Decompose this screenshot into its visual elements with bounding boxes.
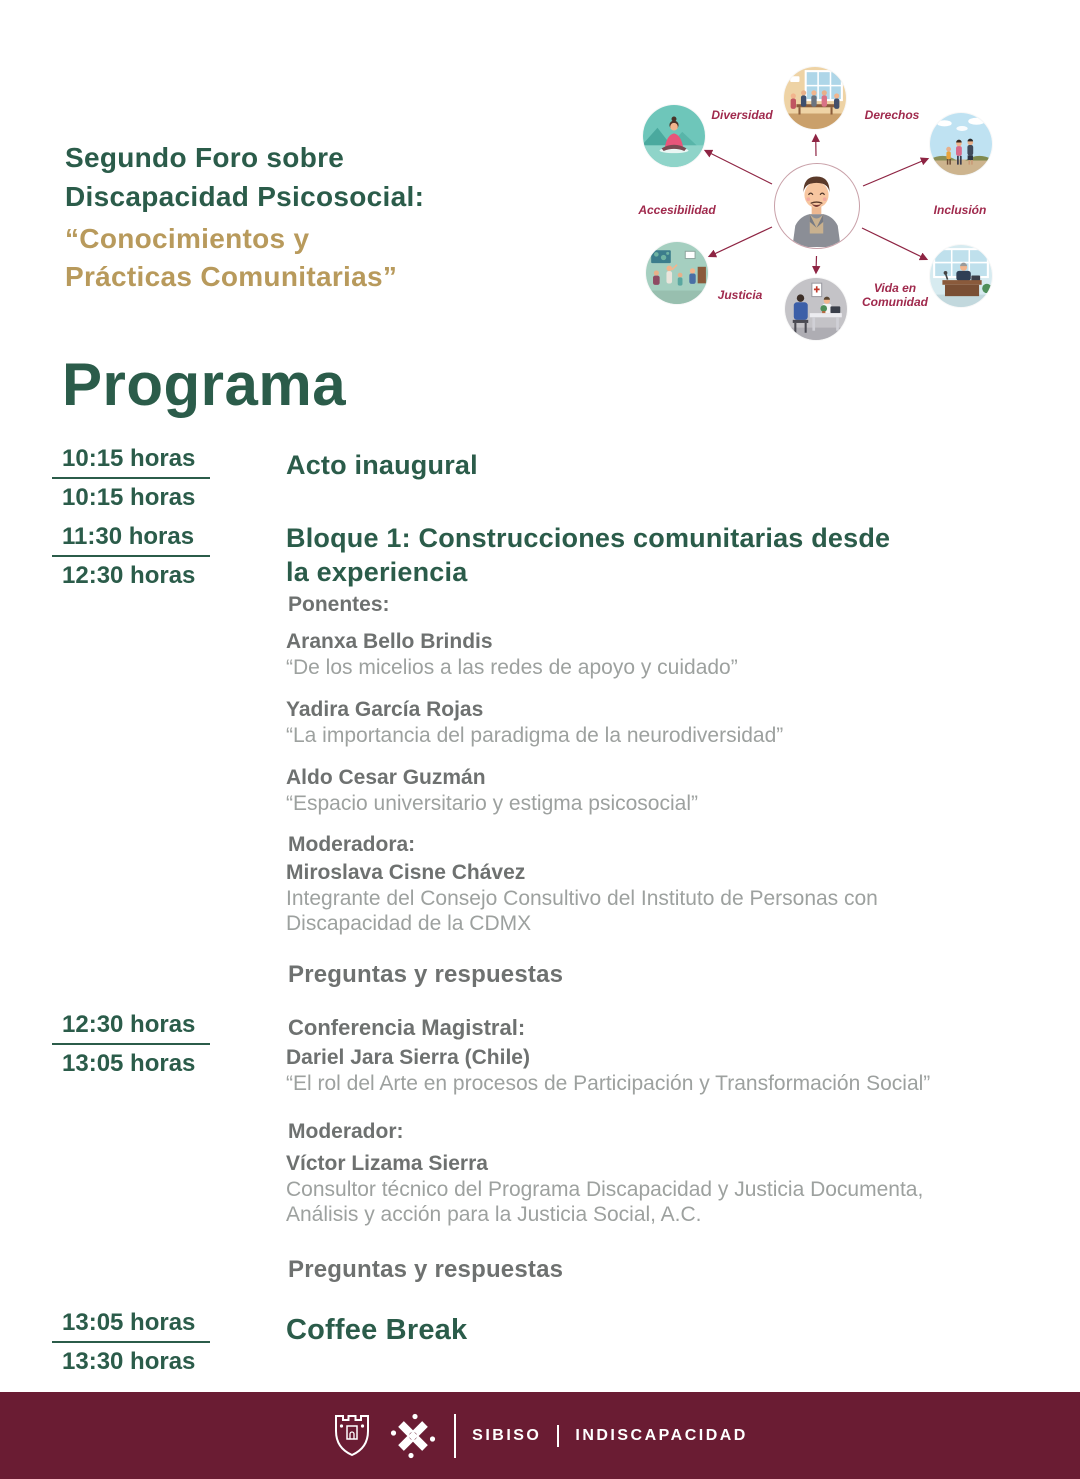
- speaker-talk: “Espacio universitario y estigma psicosocial”: [286, 792, 698, 815]
- speakers-label: Ponentes:: [288, 593, 390, 616]
- session2-title-line1: Bloque 1: Construcciones comunitarias desde: [286, 523, 891, 553]
- speaker-name: Dariel Jara Sierra (Chile): [286, 1046, 530, 1069]
- desk-consultation-scene-icon: [785, 278, 847, 340]
- concept-diagram: [630, 58, 1050, 358]
- session4-time-end: 13:30 horas: [62, 1348, 196, 1375]
- diagram-node-meditation: [643, 105, 705, 167]
- forum-title-line2: Discapacidad Psicosocial:: [65, 181, 425, 212]
- diagram-node-classroom: [646, 242, 708, 304]
- moderator-bio-line2: Discapacidad de la CDMX: [286, 912, 532, 935]
- session2-time-start: 11:30 horas: [52, 524, 210, 557]
- family-outdoors-scene-icon: [930, 113, 992, 175]
- forum-subtitle-line2: Prácticas Comunitarias”: [65, 261, 398, 292]
- session3-title: Conferencia Magistral:: [288, 1015, 526, 1040]
- session4-time-start: 13:05 horas: [52, 1310, 210, 1343]
- meditation-scene-icon: [643, 105, 705, 167]
- moderator-bio-line2: Análisis y acción para la Justicia Social, A.C.: [286, 1203, 702, 1226]
- moderator-bio-line1: Integrante del Consejo Consultivo del Instituto de Personas con: [286, 887, 878, 910]
- session1-title: Acto inaugural: [286, 450, 478, 480]
- speaker-talk: “De los micelios a las redes de apoyo y cuidado”: [286, 656, 738, 679]
- session3-time: [52, 1012, 210, 1077]
- diagram-node-consultation: [785, 278, 847, 340]
- session4-time: [52, 1310, 210, 1375]
- session2-time: [52, 524, 210, 589]
- diagram-node-meeting-room: [784, 67, 846, 129]
- speaker-talk: “La importancia del paradigma de la neurodiversidad”: [286, 724, 784, 747]
- moderator-label: Moderadora:: [288, 833, 416, 856]
- footer-bar: [0, 1392, 1080, 1479]
- speaker-name: Aldo Cesar Guzmán: [286, 766, 486, 789]
- diagram-label-accesibilidad: Accesibilidad: [638, 203, 716, 217]
- diagram-node-family: [930, 113, 992, 175]
- diagram-label-diversidad: Diversidad: [711, 108, 773, 122]
- moderator-name: Víctor Lizama Sierra: [286, 1152, 488, 1175]
- speaker-name: Aranxa Bello Brindis: [286, 630, 493, 653]
- diagram-node-office-desk: [930, 245, 992, 307]
- org-sibiso: SIBISO: [472, 1426, 542, 1444]
- moderator-label: Moderador:: [288, 1120, 404, 1143]
- person-avatar-icon: [775, 164, 858, 247]
- qa-heading: Preguntas y respuestas: [288, 1256, 564, 1283]
- diagram-label-inclusion: Inclusión: [933, 203, 987, 217]
- diagram-label-derechos: Derechos: [864, 108, 920, 122]
- session1-time: [52, 446, 210, 511]
- speaker-talk: “El rol del Arte en procesos de Participación y Transformación Social”: [286, 1072, 931, 1095]
- session1-time-end: 10:15 horas: [62, 484, 196, 511]
- speaker-name: Yadira García Rojas: [286, 698, 484, 721]
- cdmx-shield-logo-icon: [332, 1413, 372, 1459]
- session4-title: Coffee Break: [286, 1314, 468, 1346]
- footer-divider: [454, 1414, 456, 1458]
- footer-divider-small: [557, 1425, 559, 1447]
- qa-heading: Preguntas y respuestas: [288, 961, 564, 988]
- page-title: Programa: [62, 351, 347, 418]
- moderator-bio-line1: Consultor técnico del Programa Discapacidad y Justicia Documenta,: [286, 1178, 924, 1201]
- diagram-label-vida-en-comunidad: Vida en Comunidad: [862, 281, 928, 309]
- office-desk-scene-icon: [930, 245, 992, 307]
- session2-time-end: 12:30 horas: [62, 562, 196, 589]
- session3-time-start: 12:30 horas: [52, 1012, 210, 1045]
- diagram-label-justicia: Justicia: [717, 288, 763, 302]
- diagram-center-person: [774, 163, 860, 249]
- meeting-room-scene-icon: [784, 67, 846, 129]
- moderator-name: Miroslava Cisne Chávez: [286, 861, 526, 884]
- classroom-scene-icon: [646, 242, 708, 304]
- session3-time-end: 13:05 horas: [62, 1050, 196, 1077]
- forum-title-line1: Segundo Foro sobre: [65, 142, 345, 173]
- session1-time-start: 10:15 horas: [52, 446, 210, 479]
- cdmx-x-logo-icon: [388, 1411, 438, 1461]
- forum-subtitle-line1: “Conocimientos y: [65, 223, 310, 254]
- session2-title-line2: la experiencia: [286, 557, 468, 587]
- org-indiscapacidad: INDISCAPACIDAD: [575, 1426, 748, 1444]
